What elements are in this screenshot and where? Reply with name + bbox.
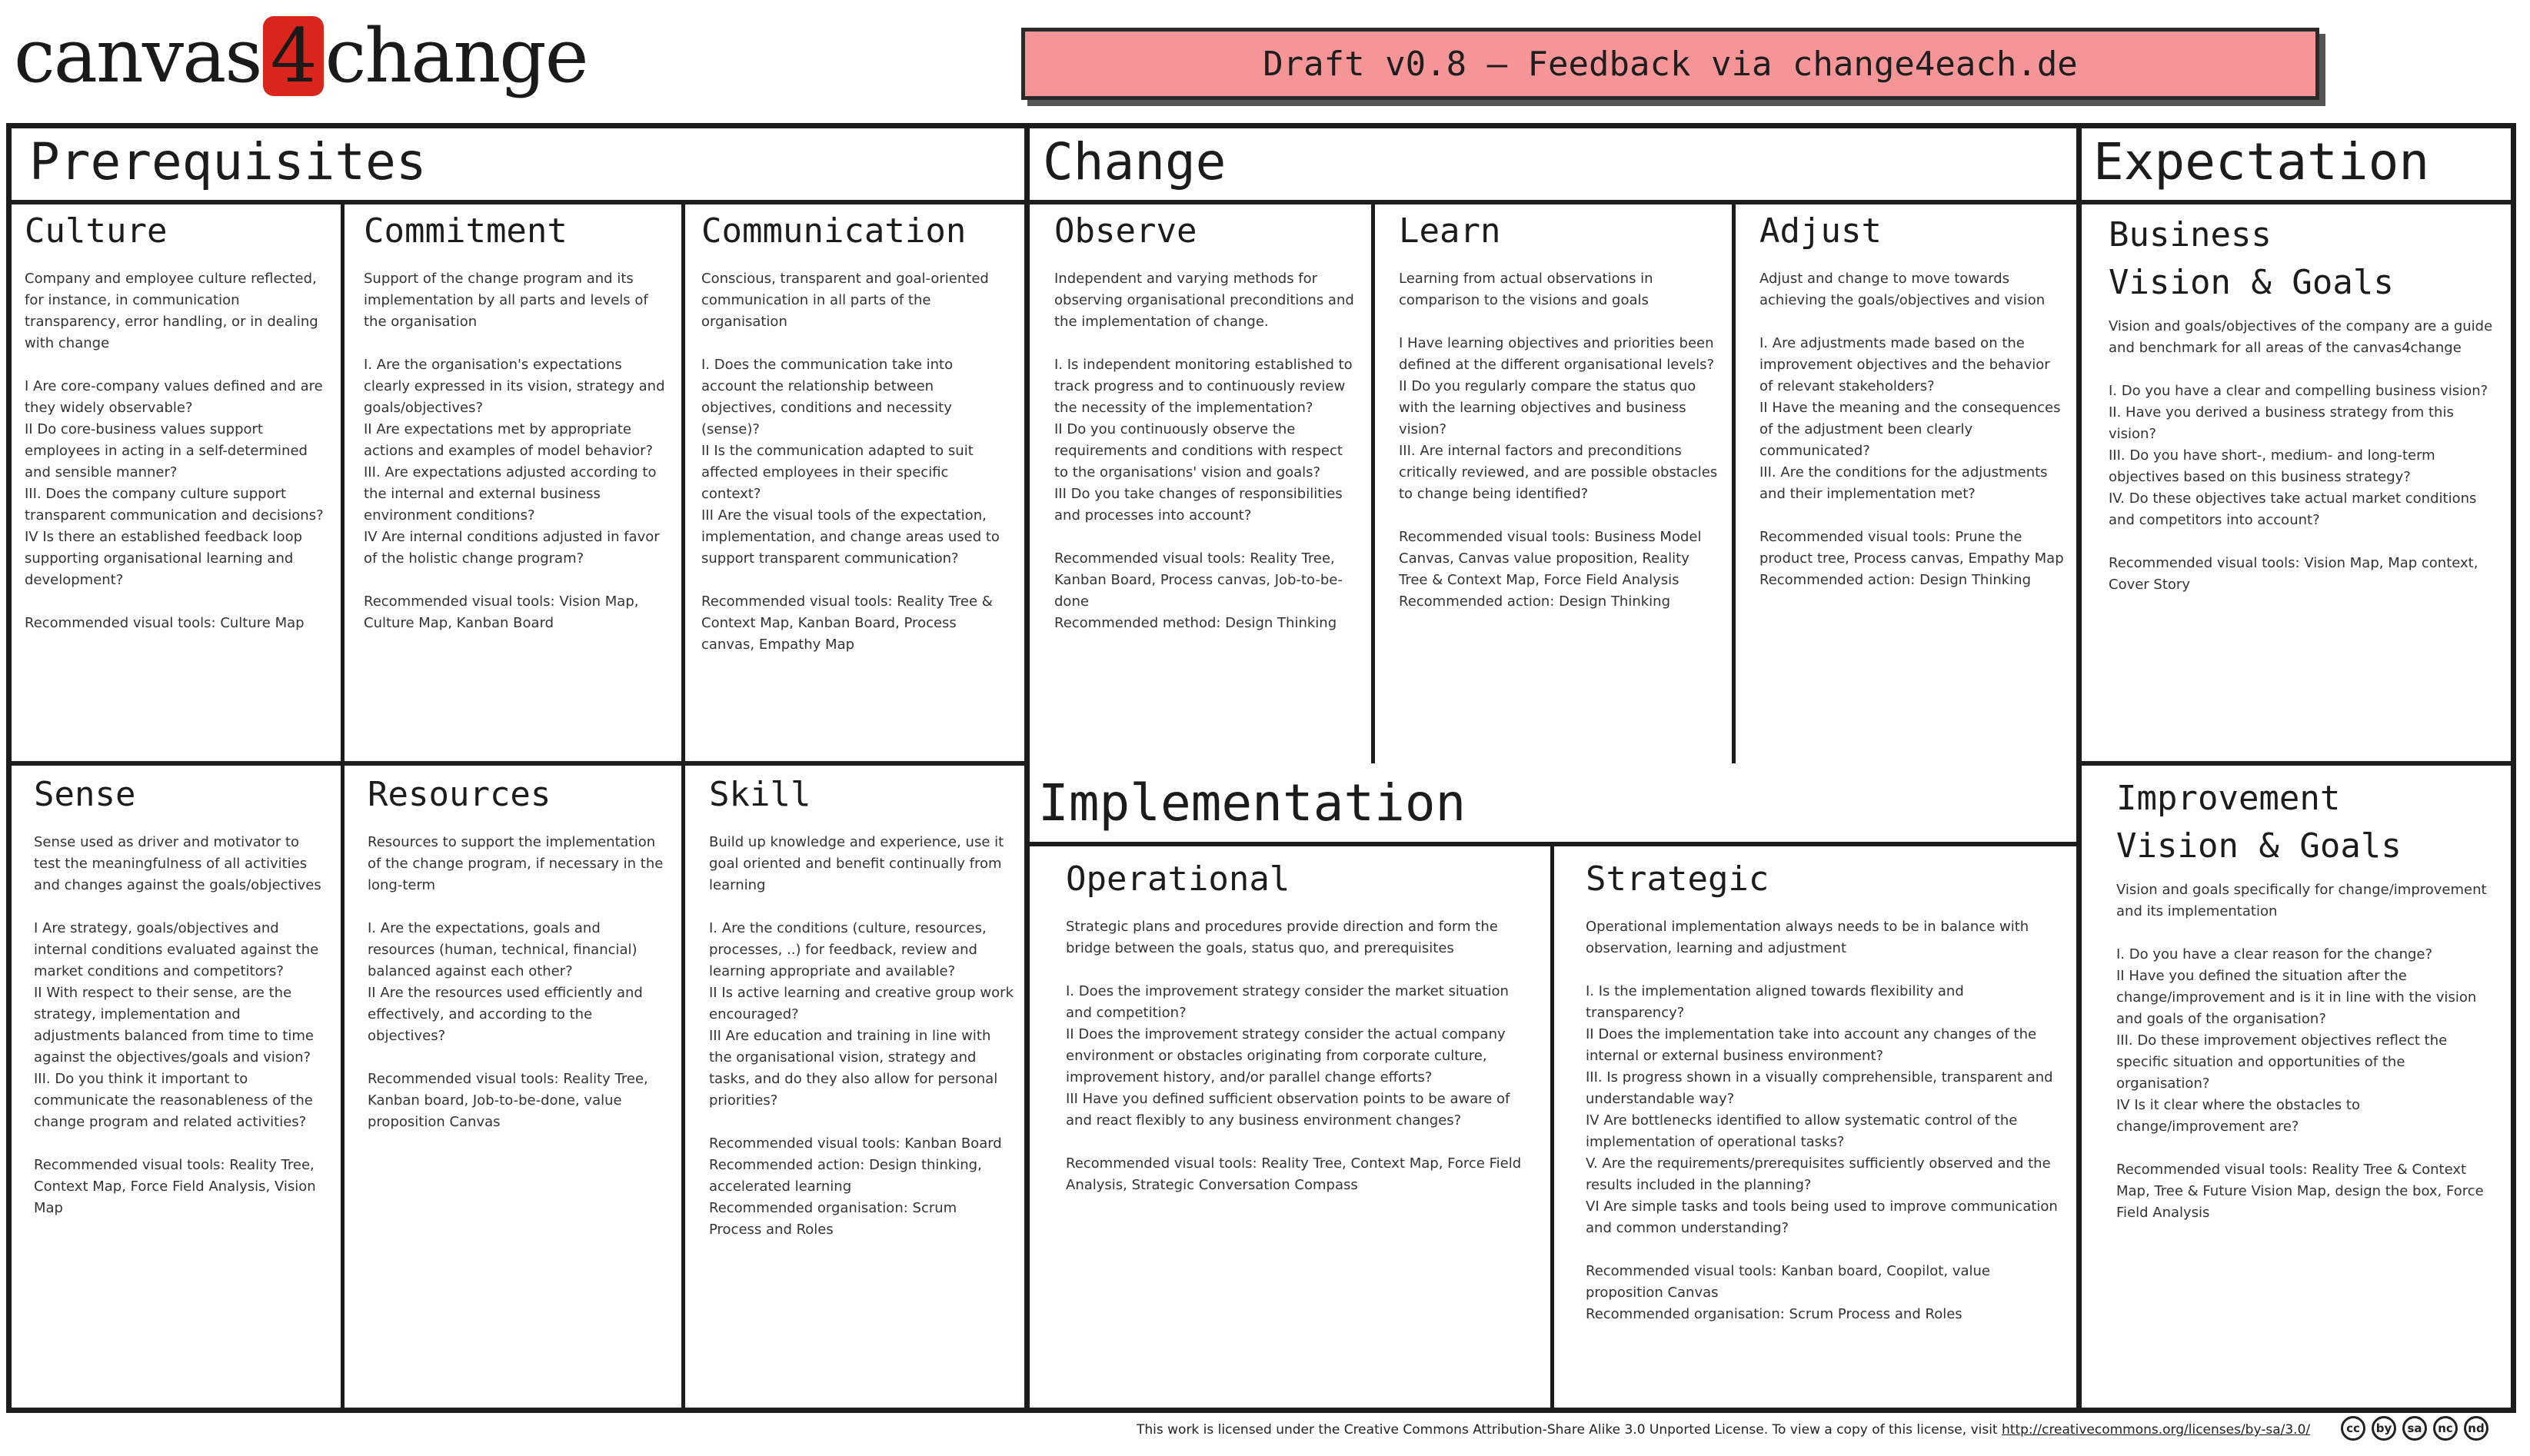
card-body: Company and employee culture reflected, for instance, in communication transparency, error handling, or in dealing with change I Are core-company values defined and are they widely observable? II Do core-business values support employees in acting in a self-determined and sensible manner? III. Does the company culture support transparent communication and decisions? IV Is there an established feedback loop supporting organisational learning and development? Recommended visual tools: Culture Map (25, 271, 324, 631)
card-title: Operational (1066, 859, 1290, 899)
card-body: Strategic plans and procedures provide direction and form the bridge between the goals, status quo, and prerequisites I. Does the improvement strategy consider the market situation and competition? II Does the improvement strategy consider the actual company environment or obstacles originating from corporate culture, improvement history, and/or parallel change efforts? III Have you defined sufficient observation points to be aware of and react flexibly to any business environment changes? Recommended visual tools: Reality Tree, Context Map, Force Field Analysis, Strategic Conversation Compass (1066, 919, 1522, 1193)
card-title: Adjust (1759, 211, 1882, 251)
card-business-vision-goals (2096, 211, 2512, 596)
divider (2078, 761, 2516, 766)
card-strategic (1573, 859, 2078, 1325)
divider (6, 761, 1029, 766)
card-resources (355, 775, 683, 1133)
card-title: Business (2109, 215, 2272, 254)
card-title: Vision & Goals (2109, 263, 2394, 302)
card-body: Build up knowledge and experience, use it goal oriented and benefit continually from learning I. Are the conditions (culture, resources, processes, ..) for feedback, review and learning appropriate and available? II Is active learning and creative group work encouraged? III Are education and training in line with the organisational vision, strategy and tasks, and do they also allow for personal priorities? Recommended visual tools: Kanban Board Recommended action: Design thinking, accelerated learning Recommended organisation: Scrum Process and Roles (709, 834, 1014, 1238)
card-sense (22, 775, 341, 1219)
divider (1550, 844, 1554, 1413)
card-body: Support of the change program and its implementation by all parts and levels of the organisation I. Are the organisation's expectations clearly expressed in its vision, strategy and goals/objectives? II Are expectations met by appropriate actions and examples of model behavior? III. Are expectations adjusted according to the internal and external business environment conditions? IV Are internal conditions adjusted in favor of the holistic change program? Recommended visual tools: Vision Map, Culture Map, Kanban Board (364, 271, 665, 631)
canvas4change-logo (14, 6, 588, 106)
card-title: Vision & Goals (2116, 826, 2402, 866)
card-title: Skill (709, 775, 811, 814)
by-icon: by (2372, 1416, 2396, 1441)
card-body: Adjust and change to move towards achieving the goals/objectives and vision I. Are adjustments made based on the improvement objectives and the behavior of relevant stakeholders? II Have the meaning and the consequences of the adjustment been clearly communicated? III. Are the conditions for the adjustments and their implementation met? Recommended visual tools: Prune the product tree, Process canvas, Empathy Map Recommended action: Design Thinking (1759, 271, 2064, 588)
cc-icon: cc (2341, 1416, 2365, 1441)
card-body: Learning from actual observations in comparison to the visions and goals I Have learning objectives and priorities been defined at the different organisational levels? II Do you regularly compare the status quo with the learning objectives and business vision? III. Are internal factors and preconditions critically reviewed, and are possible obstacles to change being identified? Recommended visual tools: Business Model Canvas, Canvas value proposition, Reality Tree & Context Map, Force Field Analysis Recommended action: Design Thinking (1399, 271, 1718, 610)
card-title: Observe (1054, 211, 1197, 251)
card-body: Conscious, transparent and goal-oriented communication in all parts of the organisation I. Does the communication take into account the relationship between objectives, conditions and necessity (sense)? II Is the communication adapted to suit affected employees in their specific context? III Are the visual tools of the expectation, implementation, and change areas used to support transparent communication? Recommended visual tools: Reality Tree & Context Map, Kanban Board, Process canvas, Empathy Map (701, 271, 1000, 653)
card-title: Resources (368, 775, 551, 814)
card-body: Resources to support the implementation of the change program, if necessary in the long-term I. Are the expectations, goals and resources (human, technical, financial) balanced against each other? II Are the resources used efficiently and effectively, and according to the objectives? Recommended visual tools: Reality Tree, Kanban board, Job-to-be-done, value proposition Canvas (368, 834, 664, 1130)
nd-icon: nd (2464, 1416, 2488, 1441)
logo-highlight: 4 (263, 16, 324, 96)
card-learn (1387, 211, 1733, 613)
card-body: Independent and varying methods for observing organisational preconditions and the implementation of change. I. Is independent monitoring established to track progress and to continuously review the necessity of the implementation? II Do you continuously observe the requirements and conditions with respect to the organisations' vision and goals? III Do you take changes of responsibilities and processes into account? Recommended visual tools: Reality Tree, Kanban Board, Process canvas, Job-to-be-done Recommended method: Design Thinking (1054, 271, 1354, 631)
card-operational (1054, 859, 1550, 1196)
divider (6, 200, 2516, 204)
card-communication (689, 211, 1024, 656)
card-improvement-vision-goals (2104, 775, 2512, 1224)
card-title: Communication (701, 211, 967, 251)
card-body: Vision and goals/objectives of the company are a guide and benchmark for all areas of the canvas4change I. Do you have a clear and compelling business vision? II. Have you derived a business strategy from this vision? III. Do you have short-, medium- and long-term objectives based on this business strategy? IV. Do these objectives take actual market conditions and competitors into account? Recommended visual tools: Vision Map, Map context, Cover Story (2109, 318, 2493, 593)
divider (1371, 202, 1375, 763)
card-title: Commitment (364, 211, 568, 251)
section-header-expectation: Expectation (2093, 132, 2430, 191)
card-skill (697, 775, 1026, 1241)
card-adjust (1747, 211, 2078, 591)
card-body: Vision and goals specifically for change/improvement and its implementation I. Do you have a clear reason for the change? II Have you defined the situation after the change/improvement and is it in line with the vision and goals of the organisation? III. Do these improvement objectives reflect the specific situation and opportunities of the organisation? IV Is it clear where the obstacles to change/improvement are? Recommended visual tools: Reality Tree & Context Map, Tree & Future Vision Map, design the box, Force Field Analysis (2116, 882, 2487, 1221)
card-title: Sense (34, 775, 136, 814)
section-header-implementation: Implementation (1038, 773, 1466, 833)
nc-icon: nc (2433, 1416, 2458, 1441)
cc-license-badges[interactable] (2341, 1416, 2488, 1441)
section-header-change: Change (1043, 132, 1227, 191)
card-title: Strategic (1586, 859, 1769, 899)
logo-prefix: canvas (14, 13, 261, 99)
sa-icon: sa (2402, 1416, 2427, 1441)
card-observe (1042, 211, 1371, 634)
section-header-prerequisites: Prerequisites (29, 132, 427, 191)
license-notice (1137, 1422, 2321, 1438)
license-link[interactable]: http://creativecommons.org/licenses/by-sa/3.0/ (2002, 1422, 2311, 1438)
card-culture (12, 211, 341, 634)
card-commitment (351, 211, 682, 634)
license-text: This work is licensed under the Creative Commons Attribution-Share Alike 3.0 Unported License. To view a copy of this license, visit (1137, 1422, 1998, 1438)
logo-suffix: change (325, 13, 588, 99)
card-title: Learn (1399, 211, 1501, 251)
card-title: Culture (25, 211, 168, 251)
draft-banner: Draft v0.8 – Feedback via change4each.de (1021, 28, 2319, 100)
card-body: Sense used as driver and motivator to test the meaningfulness of all activities and changes against the goals/objectives I Are strategy, goals/objectives and internal conditions evaluated against the market conditions and competitors? II With respect to their sense, are the strategy, implementation and adjustments balanced from time to time against the objectives/goals and vision? III. Do you think it important to communicate the reasonableness of the change program and related activities? Recommended visual tools: Reality Tree, Context Map, Force Field Analysis, Vision Map (34, 834, 321, 1216)
card-body: Operational implementation always needs to be in balance with observation, learning and adjustment I. Is the implementation aligned towards flexibility and transparency? II Does the implementation take into account any changes of the internal or external business environment? III. Is progress shown in a visually comprehensible, transparent and understandable way? IV Are bottlenecks identified to allow systematic control of the implementation of operational tasks? V. Are the requirements/prerequisites sufficiently observed and the results included in the planning? VI Are simple tasks and tools being used to improve communication and common understanding? Recommended visual tools: Kanban board, Coopilot, value proposition Canvas Recommended organisation: Scrum Process and Roles (1586, 919, 2058, 1322)
card-title: Improvement (2116, 779, 2341, 818)
